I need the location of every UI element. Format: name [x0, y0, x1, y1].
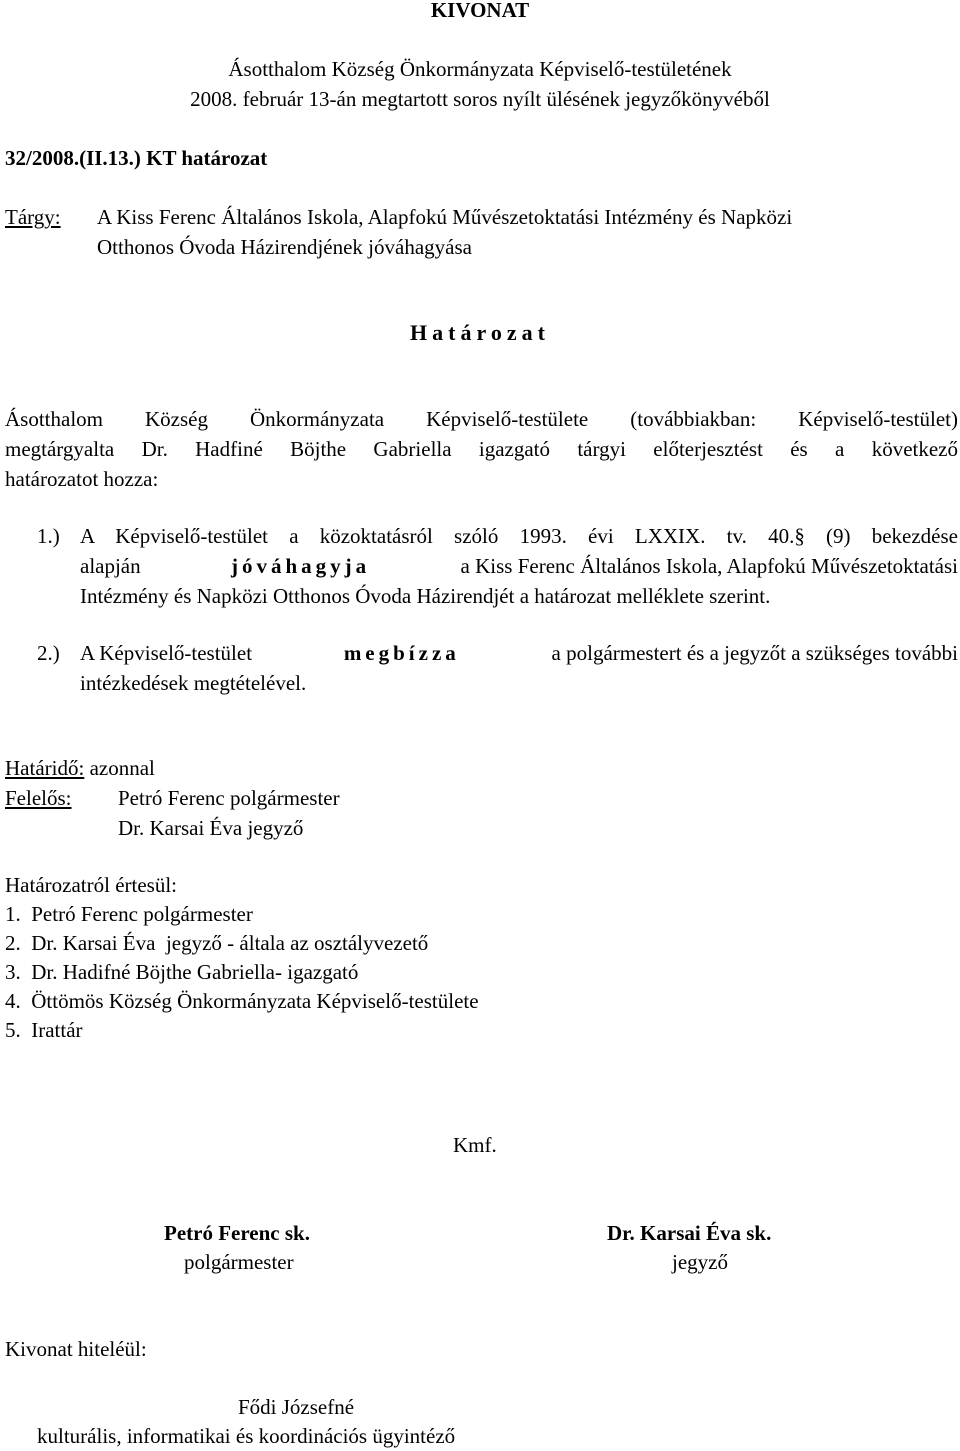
decision-number: 32/2008.(II.13.) KT határozat [5, 146, 268, 170]
kmf: Kmf. [453, 1133, 497, 1157]
subtitle-line-1: Ásotthalom Község Önkormányzata Képviselő-testületének [228, 57, 732, 81]
signature-1-name: Petró Ferenc sk. [164, 1221, 310, 1245]
responsible-person-2: Dr. Karsai Éva jegyző [118, 816, 304, 840]
subject-line-1: A Kiss Ferenc Általános Iskola, Alapfokú Művészetoktatási Intézmény és Napközi [97, 205, 793, 229]
point-1-line-2-post: a Kiss Ferenc Általános Iskola, Alapfokú Művészetoktatási [460, 554, 958, 578]
responsible-label: Felelős: [5, 786, 72, 810]
certifier-name: Fődi Józsefné [238, 1395, 355, 1419]
point-1-number: 1.) [37, 524, 60, 548]
point-1-line-1: A Képviselő-testület a közoktatásról szóló 1993. évi LXXIX. tv. 40.§ (9) bekezdése [80, 524, 958, 548]
deadline [5, 753, 155, 783]
notified-item: 2. Dr. Karsai Éva jegyző - általa az osztályvezető [5, 931, 429, 955]
deadline-label: Határidő: [5, 756, 85, 780]
point-2-number: 2.) [37, 641, 60, 665]
point-1-keyword: jóváhagyja [231, 554, 371, 578]
section-heading: Határozat [410, 320, 550, 345]
intro-line-1: Ásotthalom Község Önkormányzata Képviselő-testülete (továbbiakban: Képviselő-testület) [5, 407, 958, 431]
subject-label: Tárgy: [5, 205, 61, 229]
point-1-line-3: Intézmény és Napközi Otthonos Óvoda Házirendjét a határozat melléklete szerint. [80, 584, 771, 608]
point-1-line-2-pre: alapján [80, 554, 141, 578]
deadline-value: azonnal [89, 756, 155, 780]
document-title: KIVONAT [430, 0, 530, 22]
point-2-line-1 [80, 638, 958, 668]
notified-item: 3. Dr. Hadifné Böjthe Gabriella- igazgató [5, 960, 359, 984]
intro-line-3: határozatot hozza: [5, 467, 159, 491]
notified-item: 4. Öttömös Község Önkormányzata Képviselő-testülete [5, 989, 479, 1013]
point-1-line-2 [80, 551, 958, 581]
signature-2-title: jegyző [672, 1250, 728, 1274]
notified-label: Határozatról értesül: [5, 873, 177, 897]
signature-1-title: polgármester [184, 1250, 294, 1274]
responsible-person-1: Petró Ferenc polgármester [118, 786, 340, 810]
certifier-title: kulturális, informatikai és koordinációs ügyintéző [37, 1424, 456, 1448]
point-2-line-1-pre: A Képviselő-testület [80, 641, 253, 665]
intro-line-2: megtárgyalta Dr. Hadfiné Böjthe Gabriella igazgató tárgyi előterjesztést és a következő [5, 437, 958, 461]
point-2-line-1-post: a polgármestert és a jegyzőt a szükséges további [551, 641, 958, 665]
certification-label: Kivonat hiteléül: [5, 1337, 147, 1361]
notified-item: 1. Petró Ferenc polgármester [5, 902, 253, 926]
point-2-keyword: megbízza [343, 641, 460, 665]
point-2-line-2: intézkedések megtételével. [80, 671, 307, 695]
subtitle-line-2: 2008. február 13-án megtartott soros nyílt ülésének jegyzőkönyvéből [190, 87, 770, 111]
subject-line-2: Otthonos Óvoda Házirendjének jóváhagyása [97, 235, 472, 259]
signature-2-name: Dr. Karsai Éva sk. [607, 1221, 772, 1245]
notified-item: 5. Irattár [5, 1018, 83, 1042]
